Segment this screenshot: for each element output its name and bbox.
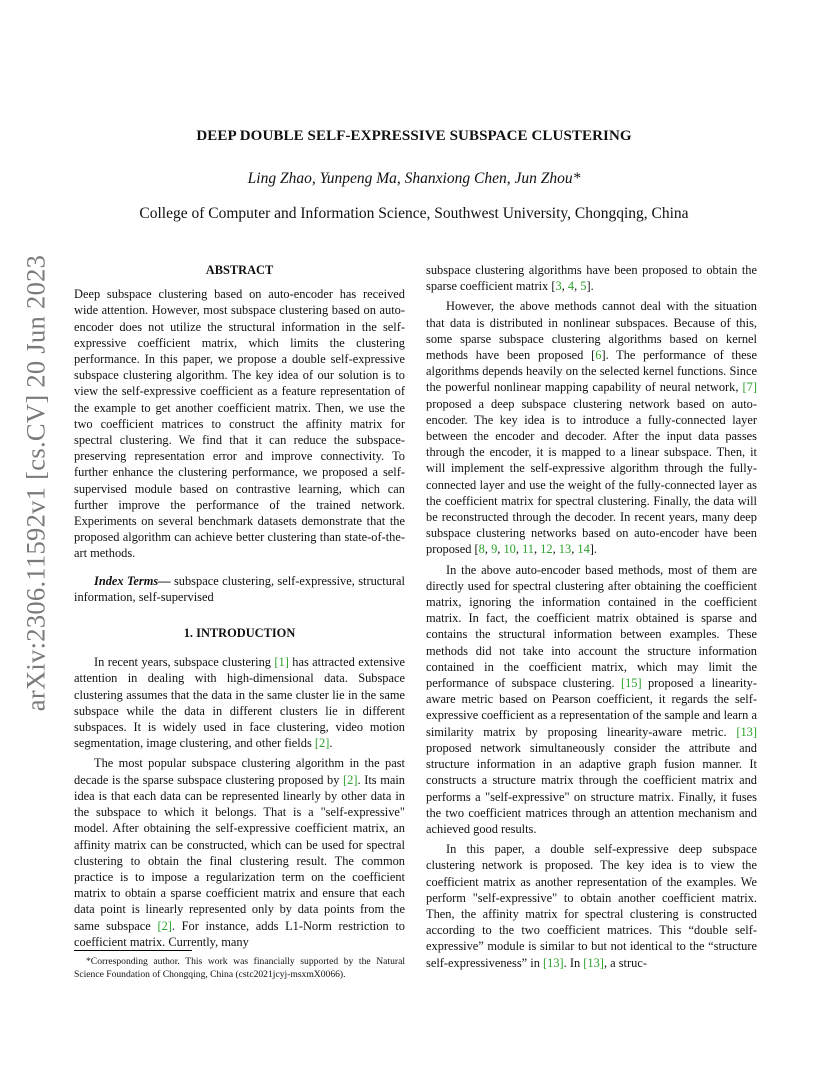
abstract-heading: ABSTRACT bbox=[205, 263, 274, 277]
citation-link[interactable]: [7] bbox=[742, 380, 757, 395]
paper-title: DEEP DOUBLE SELF-EXPRESSIVE SUBSPACE CLUSTERING bbox=[196, 128, 632, 144]
citation-link[interactable]: [2] bbox=[314, 736, 330, 751]
right-paragraph-4: In this paper, a double self-expressive deep subspace clustering network is proposed. The key idea is to view the coefficient matrix as another representation of the examples. We perform "self-expressive" to obtain another coefficient matrix. Then, the affinity matrix for spectral clustering is constructed according to the two coefficient matrices. This “double self-expressive” module is similar to but not identical to the “structure self-expressiveness” in [13]. In [13], a struc- bbox=[426, 842, 757, 970]
citation-link[interactable]: 5 bbox=[580, 279, 587, 294]
right-paragraph-3: In the above auto-encoder based methods, most of them are directly used for spectral clustering after obtaining the coefficient matrix, ignoring the information contained in the coefficient matrix. In fact, the coefficient matrix obtained is sparse and contains the structural information between examples. These methods did not take into account the structure information contained in the coefficient matrix, which may limit the performance of subspace clustering. [15] proposed a linearity-aware metric based on Pearson coefficient, it regards the self-expressive coefficient as a representation of the sample and learn a similarity matrix by proposing linearity-aware metric. [13] proposed network simultaneously consider the attribute and structure information in an adaptive graph fusion manner. It constructs a structure matrix through the coefficient matrix and performs a "self-expressive" on structure matrix. Finally, it fuses the two coefficient matrices through an attention mechanism and achieved good results. bbox=[426, 562, 757, 836]
footnote bbox=[74, 950, 405, 981]
citation-link[interactable]: 14 bbox=[577, 542, 590, 557]
citation-link[interactable]: 4 bbox=[567, 279, 575, 294]
citation-link[interactable]: 9 bbox=[491, 542, 498, 557]
citation-link[interactable]: 10 bbox=[503, 542, 516, 557]
citation-link[interactable]: 12 bbox=[540, 542, 553, 557]
citation-link[interactable]: [13] bbox=[583, 955, 604, 970]
citation-link[interactable]: 13 bbox=[558, 542, 572, 557]
right-paragraph-2: However, the above methods cannot deal with the situation that data is distributed in nonlinear subspaces. Because of this, some sparse subspace clustering algorithms based on kernel methods have been proposed [6]. The performance of these algorithms depends heavily on the selected kernel functions. Since the powerful nonlinear mapping capability of neural network, [7] proposed a deep subspace clustering network based on auto-encoder. The key idea is to introduce a fully-connected layer between the encoder and decoder. After the input data passes through the encoder, it is mapped to a linear subspace. Then, it will implement the self-expressive algorithm through the fully-connected layer and use the weight of the fully-connected layer as the coefficient matrix for spectral clustering. Finally, the data will be reconstructed through the decoder. In recent years, many deep subspace clustering networks based on auto-encoder have been proposed [8, 9, 10, 11, 12, 13, 14]. bbox=[426, 299, 757, 557]
intro-paragraph-2: The most popular subspace clustering algorithm in the past decade is the sparse subspace clustering proposed by [2]. Its main idea is that each data can be represented linearly by other data in the subspace to which it belongs. That is a "self-expressive" model. After obtaining the self-expressive coefficient matrix, an affinity matrix can be constructed, which can be used for spectral clustering to obtain the final clustering result. The common practice is to impose a regularization term on the coefficient matrix to obtain a sparse coefficient matrix and ensure that each data point is linearly represented only by data points from the same subspace [2]. For instance, adds L1-Norm restriction to coefficient matrix. Currently, many bbox=[74, 756, 405, 949]
left-column bbox=[74, 262, 405, 950]
citation-link[interactable]: [2] bbox=[343, 772, 358, 787]
introduction-heading: 1. INTRODUCTION bbox=[183, 626, 296, 641]
intro-paragraph-1: In recent years, subspace clustering [1] has attracted extensive attention in dealing with high-dimensional data. Subspace clustering assumes that the data in the same cluster lie in the same subspace while the data in different clusters lie in different subspaces. It is widely used in face clustering, video motion segmentation, image clustering, and other fields [2]. bbox=[74, 655, 406, 751]
citation-link[interactable]: 11 bbox=[522, 542, 534, 557]
citation-link[interactable]: [2] bbox=[157, 918, 172, 933]
arxiv-identifier-stamp: arXiv:2306.11592v1 [cs.CV] 20 Jun 2023 bbox=[20, 254, 51, 712]
right-column bbox=[426, 262, 757, 971]
abstract-text: Deep subspace clustering based on auto-encoder has received wide attention. However, most subspace clustering based on auto-encoder does not utilize the structural information in the self-expressive coefficient matrix, which limits the clustering performance. In this paper, we propose a double self-expressive subspace clustering algorithm. The key idea of our solution is to view the self-expressive coefficient as a feature representation of the example to get another coefficient matrix. Then, we use the two coefficient matrices to construct the affinity matrix for spectral clustering. We find that it can reduce the subspace-preserving representation error and improve connectivity. To further enhance the clustering performance, we proposed a self-supervised module based on contrastive learning, which can further improve the performance of the trained network. Experiments on several benchmark datasets demonstrate that the proposed algorithm can achieve better clustering than state-of-the-art methods. bbox=[74, 287, 405, 561]
index-terms bbox=[74, 573, 405, 605]
citation-link[interactable]: 3 bbox=[555, 279, 562, 294]
citation-link[interactable]: [13] bbox=[736, 724, 757, 739]
paper-affiliation: College of Computer and Information Science, Southwest University, Chongqing, China bbox=[139, 205, 689, 222]
citation-link[interactable]: 8 bbox=[478, 542, 485, 557]
right-paragraph-1: subspace clustering algorithms have been proposed to obtain the sparse coefficient matrix [3, 4, 5]. bbox=[426, 263, 757, 294]
footnote-rule bbox=[74, 950, 192, 951]
citation-link[interactable]: 6 bbox=[595, 348, 602, 363]
footnote-text: *Corresponding author. This work was financially supported by the Natural Science Foundation of Chongqing, China (cstc2021jcyj-msxmX0066). bbox=[74, 956, 405, 980]
index-terms-text: subspace clustering, self-expressive, structural information, self-supervised bbox=[74, 573, 405, 604]
citation-link[interactable]: [13] bbox=[543, 955, 564, 970]
paper-authors: Ling Zhao, Yunpeng Ma, Shanxiong Chen, Jun Zhou* bbox=[247, 170, 581, 187]
citation-link[interactable]: [15] bbox=[620, 676, 642, 691]
index-terms-label: Index Terms— bbox=[94, 573, 171, 588]
citation-link[interactable]: [1] bbox=[274, 655, 289, 670]
